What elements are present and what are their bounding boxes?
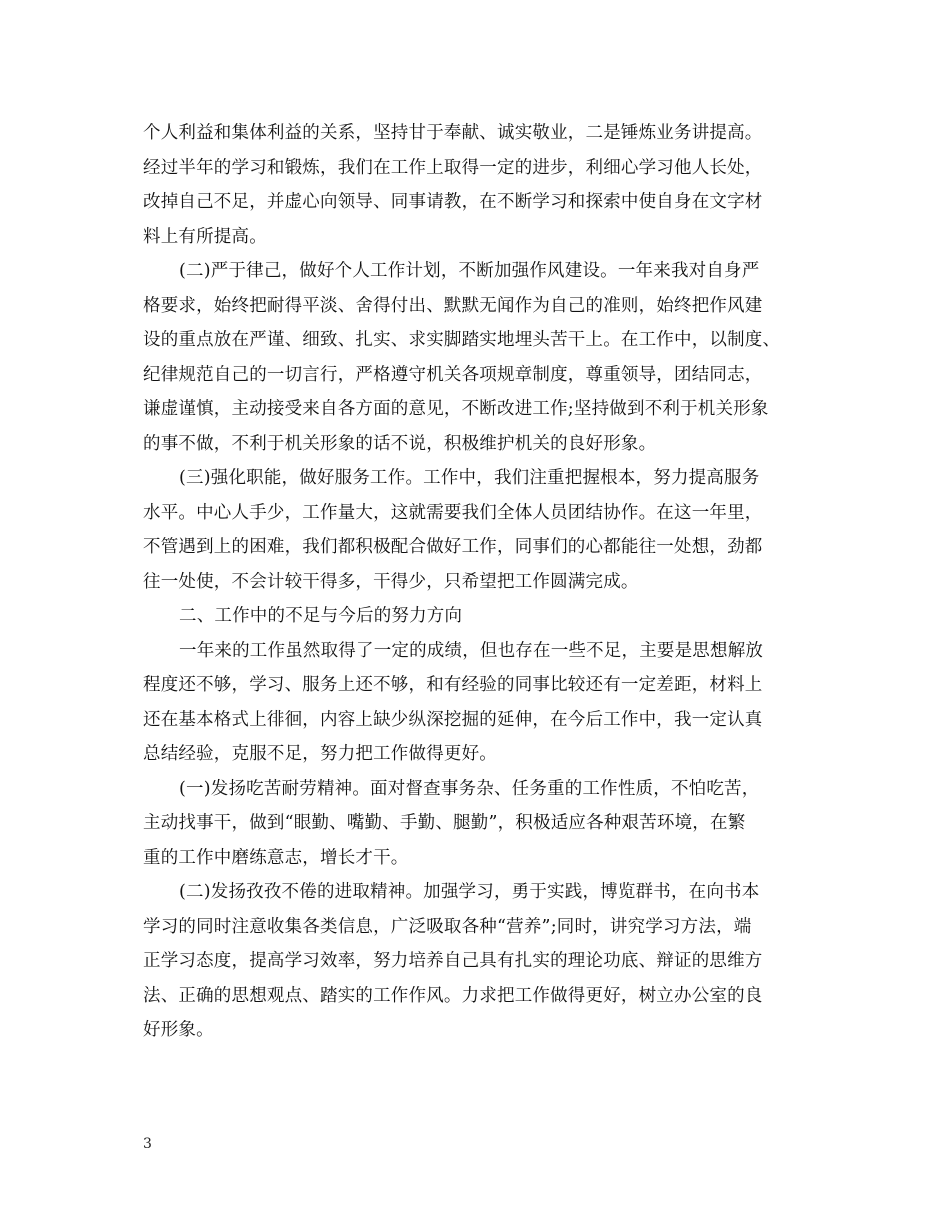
section-heading: 二、工作中的不足与今后的努力方向 <box>179 606 463 626</box>
text-line: 经过半年的学习和锻炼，我们在工作上取得一定的进步，利细心学习他人长处， <box>143 157 763 178</box>
document-body <box>143 116 803 1048</box>
text-line: 程度还不够，学习、服务上还不够，和有经验的同事比较还有一定差距，材料上 <box>143 675 763 695</box>
text-line: 谦虚谨慎，主动接受来自各方面的意见，不断改进工作;坚持做到不利于机关形象 <box>143 399 769 419</box>
paragraph-first-line: (一)发扬吃苦耐劳精神。面对督查事务杂、任务重的工作性质，不怕吃苦， <box>179 778 760 799</box>
text-line: 纪律规范自己的一切言行，严格遵守机关各项规章制度，尊重领导，团结同志， <box>143 364 763 385</box>
text-line: 不管遇到上的困难，我们都积极配合做好工作，同事们的心都能往一处想，劲都 <box>143 537 763 557</box>
page-number: 3 <box>143 1136 152 1152</box>
text-line: 料上有所提高。 <box>143 226 267 247</box>
text-line: 水平。中心人手少，工作量大，这就需要我们全体人员团结协作。在这一年里， <box>143 502 763 523</box>
text-line: 设的重点放在严谨、细致、扎实、求实脚踏实地埋头苦干上。在工作中，以制度、 <box>143 330 781 350</box>
text-line: 主动找事干，做到“眼勤、嘴勤、手勤、腿勤”，积极适应各种艰苦环境，在繁 <box>143 813 746 833</box>
text-line: 正学习态度，提高学习效率，努力培养自己具有扎实的理论功底、辩证的思维方 <box>143 951 763 971</box>
text-line: 好形象。 <box>143 1020 214 1040</box>
paragraph-first-line: (二)发扬孜孜不倦的进取精神。加强学习，勇于实践，博览群书，在向书本 <box>179 882 760 902</box>
text-line: 学习的同时注意收集各类信息，广泛吸取各种“营养”;同时，讲究学习方法，端 <box>143 916 752 937</box>
text-line: 重的工作中磨练意志，增长才干。 <box>143 847 409 868</box>
paragraph-first-line: (三)强化职能，做好服务工作。工作中，我们注重把握根本，努力提高服务 <box>179 468 760 488</box>
text-line: 法、正确的思想观点、踏实的工作作风。力求把工作做得更好，树立办公室的良 <box>143 985 763 1006</box>
text-line: 往一处使，不会计较干得多，干得少，只希望把工作圆满完成。 <box>143 571 639 592</box>
text-line: 还在基本格式上徘徊，内容上缺少纵深挖掘的延伸，在今后工作中，我一定认真 <box>143 709 763 730</box>
text-line: 总结经验，克服不足，努力把工作做得更好。 <box>143 744 497 764</box>
paragraph-first-line: 一年来的工作虽然取得了一定的成绩，但也存在一些不足，主要是思想解放 <box>179 640 764 661</box>
text-line: 格要求，始终把耐得平淡、舍得付出、默默无闻作为自己的准则，始终把作风建 <box>143 295 763 316</box>
text-line: 个人利益和集体利益的关系，坚持甘于奉献、诚实敬业，二是锤炼业务讲提高。 <box>143 123 763 143</box>
paragraph-first-line: (二)严于律己，做好个人工作计划，不断加强作风建设。一年来我对自身严 <box>179 261 760 281</box>
text-line: 改掉自己不足，并虚心向领导、同事请教，在不断学习和探索中使自身在文字材 <box>143 192 763 212</box>
text-line: 的事不做，不利于机关形象的话不说，积极维护机关的良好形象。 <box>143 433 657 454</box>
